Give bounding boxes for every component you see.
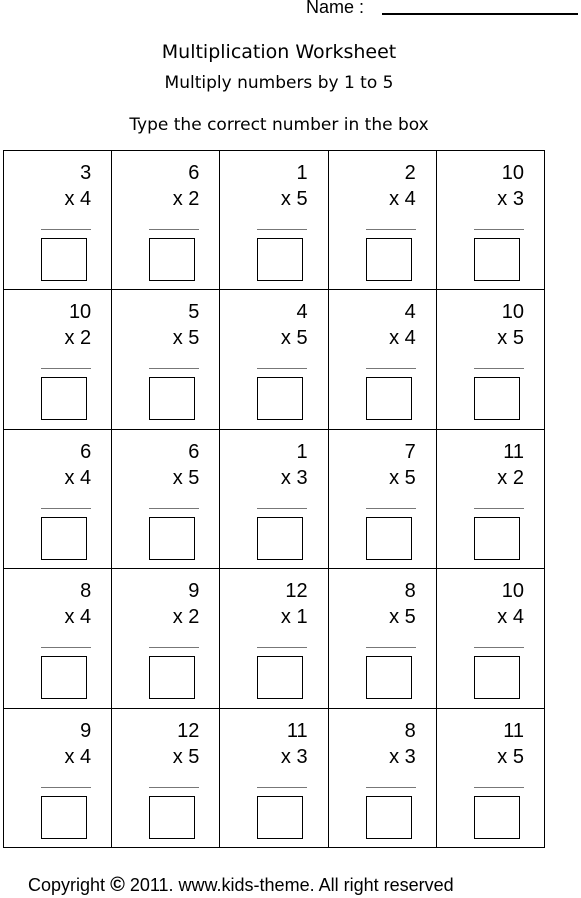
answer-input[interactable] bbox=[41, 517, 87, 560]
problem-cell bbox=[437, 151, 545, 290]
multiplier: x 4 bbox=[64, 466, 92, 489]
multiplicand: 11 bbox=[286, 719, 308, 742]
answer-rule bbox=[474, 508, 524, 509]
multiplicand: 4 bbox=[296, 301, 308, 324]
multiplicand: 11 bbox=[503, 719, 524, 742]
problem-cell bbox=[437, 290, 545, 429]
multiplier: x 4 bbox=[497, 606, 524, 629]
footer bbox=[28, 874, 454, 896]
multiplier: x 5 bbox=[389, 466, 416, 489]
problem-cell bbox=[437, 430, 545, 569]
copyright-text: 2011. www.kids-theme. All right reserved bbox=[129, 875, 454, 895]
problem-cell bbox=[220, 151, 328, 290]
problem-cell bbox=[4, 430, 112, 569]
instruction-text: Type the correct number in the box bbox=[129, 115, 429, 135]
multiplicand: 1 bbox=[296, 440, 308, 463]
multiplicand: 10 bbox=[68, 301, 92, 324]
answer-input[interactable] bbox=[257, 238, 303, 281]
answer-rule bbox=[366, 787, 416, 788]
multiplicand: 9 bbox=[80, 719, 92, 742]
problem-cell bbox=[4, 290, 112, 429]
answer-rule bbox=[149, 787, 199, 788]
multiplier: x 3 bbox=[280, 745, 308, 768]
problem-cell bbox=[329, 151, 437, 290]
answer-rule bbox=[257, 229, 307, 230]
problem-cell bbox=[329, 569, 437, 708]
problem-cell bbox=[4, 569, 112, 708]
name-label: Name : bbox=[306, 0, 365, 17]
problem-cell bbox=[437, 709, 545, 848]
answer-rule bbox=[257, 508, 307, 509]
answer-rule bbox=[366, 368, 416, 369]
answer-rule bbox=[474, 368, 524, 369]
multiplicand: 7 bbox=[404, 440, 416, 463]
multiplier: x 3 bbox=[280, 466, 308, 489]
answer-rule bbox=[474, 647, 524, 648]
answer-rule bbox=[41, 368, 91, 369]
multiplicand: 8 bbox=[404, 580, 416, 603]
answer-rule bbox=[41, 508, 91, 509]
multiplicand: 9 bbox=[188, 580, 200, 603]
problem-cell bbox=[4, 151, 112, 290]
answer-rule bbox=[366, 508, 416, 509]
multiplier: x 5 bbox=[497, 745, 524, 768]
problem-cell bbox=[329, 709, 437, 848]
multiplier: x 5 bbox=[280, 327, 308, 350]
answer-rule bbox=[149, 368, 199, 369]
multiplier: x 4 bbox=[64, 606, 92, 629]
answer-input[interactable] bbox=[474, 517, 520, 560]
problem-cell bbox=[112, 569, 220, 708]
multiplicand: 5 bbox=[188, 301, 200, 324]
multiplier: x 1 bbox=[280, 606, 308, 629]
answer-input[interactable] bbox=[41, 238, 87, 281]
page-subtitle: Multiply numbers by 1 to 5 bbox=[164, 73, 394, 93]
answer-input[interactable] bbox=[41, 796, 87, 839]
multiplicand: 1 bbox=[296, 162, 308, 184]
answer-input[interactable] bbox=[41, 656, 87, 699]
multiplier: x 2 bbox=[172, 606, 200, 629]
multiplicand: 6 bbox=[80, 440, 92, 463]
answer-input[interactable] bbox=[366, 238, 412, 281]
multiplicand: 10 bbox=[501, 301, 524, 324]
multiplier: x 4 bbox=[64, 188, 92, 210]
problem-cell bbox=[329, 430, 437, 569]
multiplicand: 12 bbox=[177, 719, 200, 742]
answer-rule bbox=[257, 787, 307, 788]
answer-input[interactable] bbox=[257, 377, 303, 420]
answer-input[interactable] bbox=[474, 377, 520, 420]
multiplicand: 6 bbox=[188, 440, 200, 463]
answer-rule bbox=[257, 647, 307, 648]
answer-rule bbox=[474, 787, 524, 788]
answer-rule bbox=[257, 368, 307, 369]
multiplier: x 5 bbox=[497, 327, 524, 350]
multiplier: x 5 bbox=[172, 327, 200, 350]
answer-input[interactable] bbox=[41, 377, 87, 420]
problem-cell bbox=[329, 290, 437, 429]
multiplier: x 5 bbox=[172, 466, 200, 489]
page-title: Multiplication Worksheet bbox=[161, 41, 397, 63]
answer-input[interactable] bbox=[366, 517, 412, 560]
multiplicand: 8 bbox=[404, 719, 416, 742]
copyright-icon: © bbox=[110, 874, 125, 896]
answer-rule bbox=[41, 647, 91, 648]
answer-input[interactable] bbox=[474, 656, 520, 699]
answer-input[interactable] bbox=[257, 517, 303, 560]
answer-rule bbox=[41, 787, 91, 788]
problem-cell bbox=[112, 290, 220, 429]
answer-rule bbox=[149, 647, 199, 648]
problem-cell bbox=[220, 569, 328, 708]
multiplicand: 11 bbox=[503, 440, 524, 463]
problem-cell bbox=[112, 709, 220, 848]
answer-input[interactable] bbox=[257, 656, 303, 699]
answer-input[interactable] bbox=[149, 796, 195, 839]
answer-rule bbox=[474, 229, 524, 230]
answer-input[interactable] bbox=[149, 656, 195, 699]
copyright-label: Copyright bbox=[28, 875, 106, 895]
multiplier: x 5 bbox=[280, 188, 308, 210]
answer-input[interactable] bbox=[257, 796, 303, 839]
multiplier: x 4 bbox=[389, 188, 416, 210]
multiplier: x 5 bbox=[389, 606, 416, 629]
multiplicand: 6 bbox=[188, 162, 200, 184]
answer-input[interactable] bbox=[149, 517, 195, 560]
name-row bbox=[306, 0, 364, 18]
multiplier: x 5 bbox=[172, 745, 200, 768]
answer-input[interactable] bbox=[474, 796, 520, 839]
multiplier: x 3 bbox=[389, 745, 416, 768]
multiplicand: 2 bbox=[404, 162, 416, 184]
answer-input[interactable] bbox=[149, 377, 195, 420]
problem-cell bbox=[112, 430, 220, 569]
answer-rule bbox=[149, 229, 199, 230]
answer-input[interactable] bbox=[366, 377, 412, 420]
multiplicand: 10 bbox=[501, 580, 524, 603]
problem-cell bbox=[220, 290, 328, 429]
multiplier: x 2 bbox=[172, 188, 200, 210]
multiplicand: 3 bbox=[80, 162, 92, 184]
answer-rule bbox=[149, 508, 199, 509]
multiplier: x 3 bbox=[497, 188, 524, 210]
multiplicand: 4 bbox=[404, 301, 416, 324]
answer-input[interactable] bbox=[366, 796, 412, 839]
answer-rule bbox=[41, 229, 91, 230]
multiplier: x 4 bbox=[389, 327, 416, 350]
problem-cell bbox=[220, 709, 328, 848]
answer-input[interactable] bbox=[366, 656, 412, 699]
multiplier: x 2 bbox=[64, 327, 92, 350]
multiplicand: 8 bbox=[80, 580, 92, 603]
answer-rule bbox=[366, 647, 416, 648]
multiplier: x 2 bbox=[497, 466, 524, 489]
multiplicand: 10 bbox=[501, 162, 524, 184]
multiplier: x 4 bbox=[64, 745, 92, 768]
problem-cell bbox=[437, 569, 545, 708]
answer-input[interactable] bbox=[474, 238, 520, 281]
answer-rule bbox=[366, 229, 416, 230]
multiplicand: 12 bbox=[285, 580, 308, 603]
problem-cell bbox=[220, 430, 328, 569]
answer-input[interactable] bbox=[149, 238, 195, 281]
problem-cell bbox=[112, 151, 220, 290]
name-line[interactable] bbox=[382, 13, 578, 15]
problem-cell bbox=[4, 709, 112, 848]
problem-grid bbox=[3, 150, 545, 848]
